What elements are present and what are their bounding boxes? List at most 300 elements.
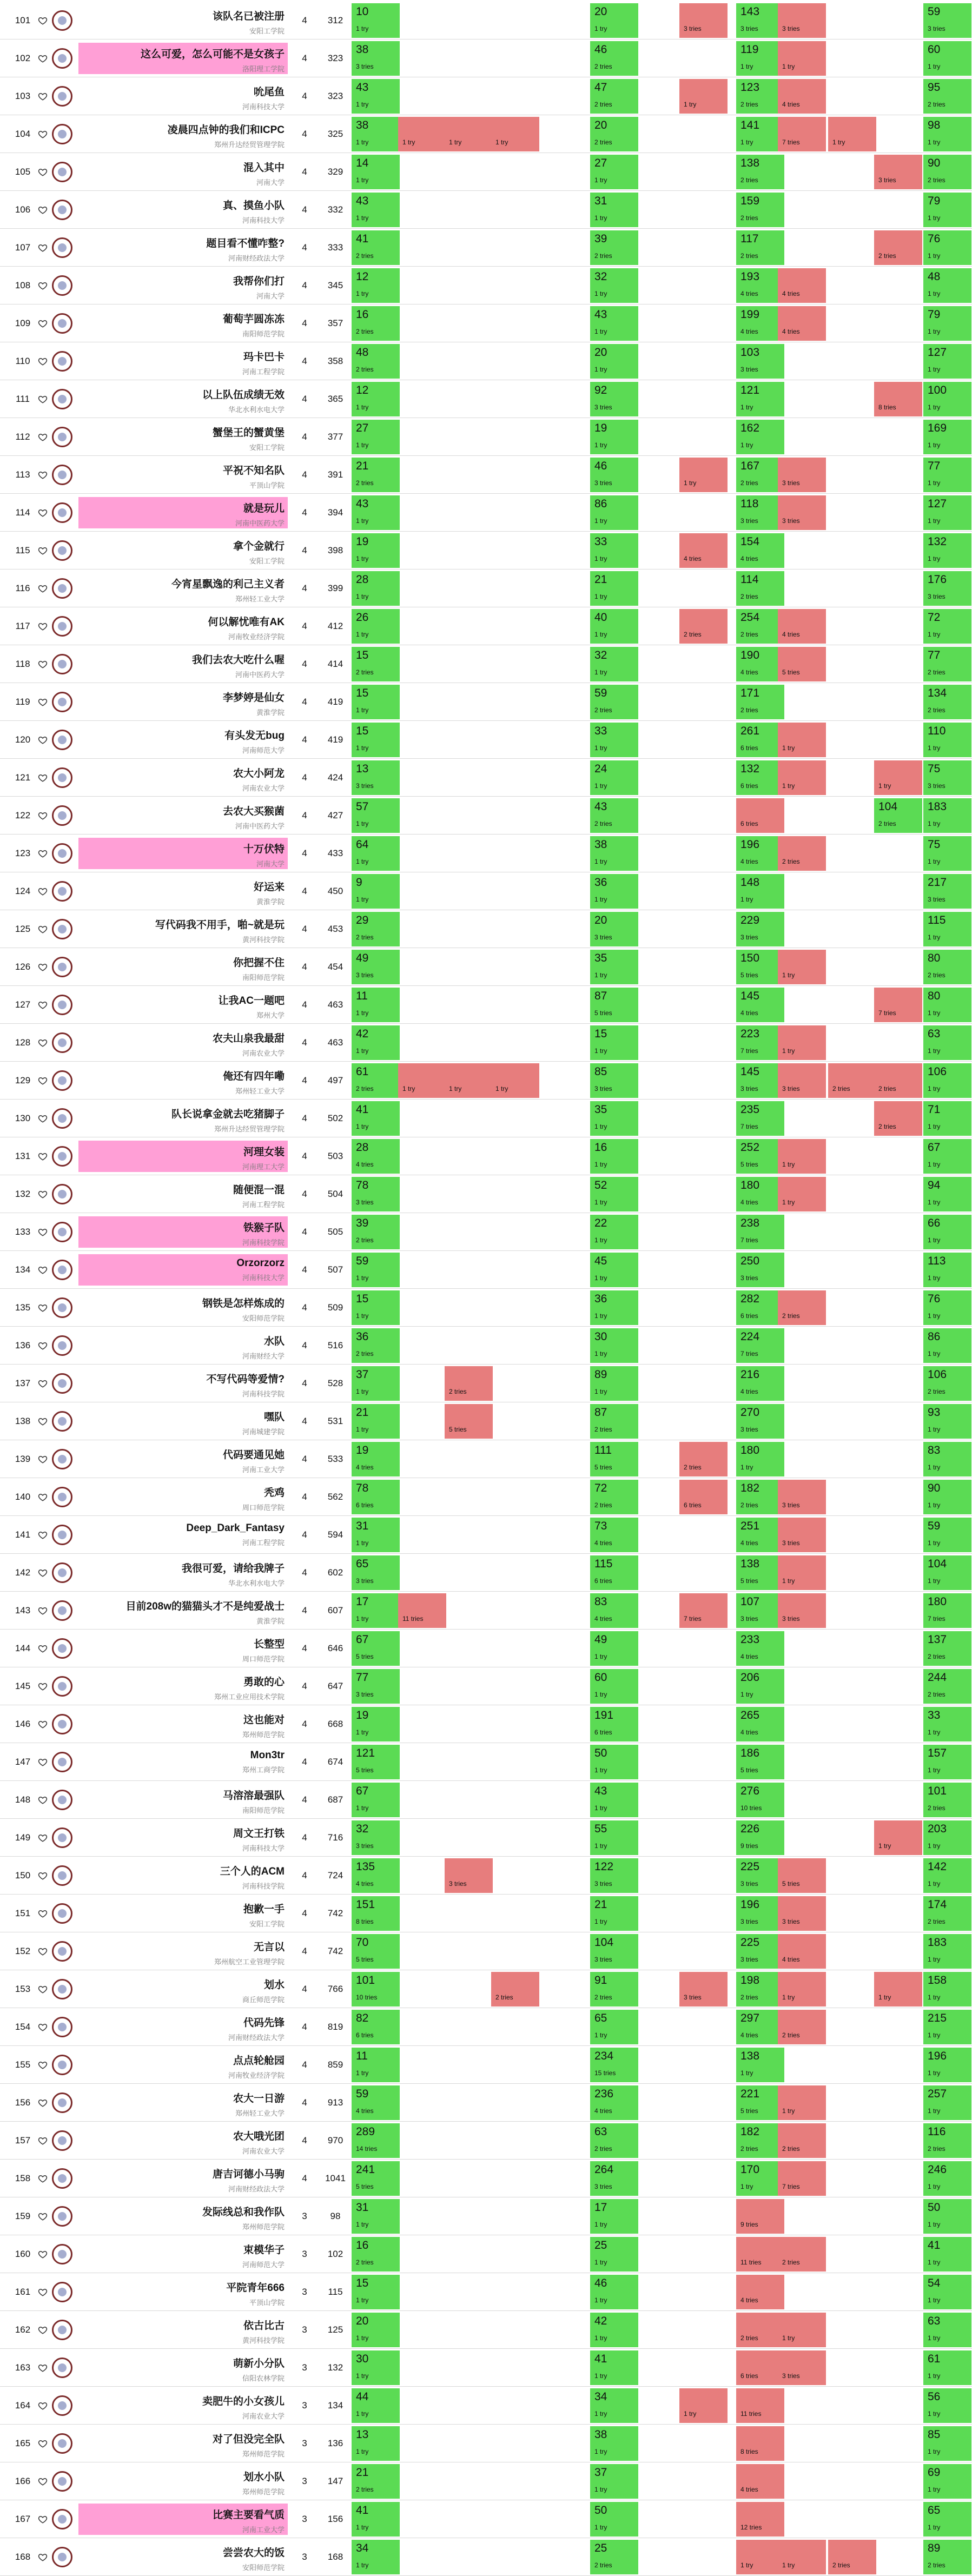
problem-rejected-cell[interactable] xyxy=(778,1480,826,1514)
problem-accepted-cell[interactable] xyxy=(590,2048,638,2082)
problem-accepted-cell[interactable] xyxy=(352,2123,400,2158)
problem-accepted-cell[interactable] xyxy=(923,1177,971,1211)
problem-accepted-cell[interactable] xyxy=(923,2464,971,2499)
favorite-heart-icon[interactable] xyxy=(38,432,48,442)
problem-accepted-cell[interactable] xyxy=(352,1404,400,1439)
favorite-heart-icon[interactable] xyxy=(38,1038,48,1048)
problem-accepted-cell[interactable] xyxy=(352,988,400,1022)
problem-accepted-cell[interactable] xyxy=(352,685,400,719)
problem-accepted-cell[interactable] xyxy=(736,79,784,114)
problem-rejected-cell[interactable] xyxy=(778,2085,826,2120)
favorite-heart-icon[interactable] xyxy=(38,1946,48,1956)
favorite-heart-icon[interactable] xyxy=(38,1416,48,1426)
problem-accepted-cell[interactable] xyxy=(352,1442,400,1476)
problem-rejected-cell[interactable] xyxy=(828,1063,876,1098)
problem-accepted-cell[interactable] xyxy=(736,2161,784,2196)
problem-accepted-cell[interactable] xyxy=(736,1101,784,1136)
problem-accepted-cell[interactable] xyxy=(736,1366,784,1401)
problem-accepted-cell[interactable] xyxy=(590,344,638,379)
favorite-heart-icon[interactable] xyxy=(38,1719,48,1729)
problem-accepted-cell[interactable] xyxy=(352,193,400,227)
problem-accepted-cell[interactable] xyxy=(352,798,400,833)
problem-accepted-cell[interactable] xyxy=(352,1631,400,1666)
problem-rejected-cell[interactable] xyxy=(778,1177,826,1211)
problem-accepted-cell[interactable] xyxy=(923,1745,971,1779)
problem-accepted-cell[interactable] xyxy=(590,2123,638,2158)
problem-accepted-cell[interactable] xyxy=(352,950,400,984)
problem-accepted-cell[interactable] xyxy=(352,2350,400,2385)
problem-accepted-cell[interactable] xyxy=(736,495,784,530)
problem-rejected-cell[interactable] xyxy=(778,647,826,681)
problem-rejected-cell[interactable] xyxy=(778,3,826,38)
problem-accepted-cell[interactable] xyxy=(352,344,400,379)
problem-accepted-cell[interactable] xyxy=(352,2313,400,2347)
problem-accepted-cell[interactable] xyxy=(352,1555,400,1590)
problem-rejected-cell[interactable] xyxy=(491,117,539,151)
favorite-heart-icon[interactable] xyxy=(38,2211,48,2221)
problem-accepted-cell[interactable] xyxy=(590,571,638,606)
problem-rejected-cell[interactable] xyxy=(874,155,922,189)
problem-accepted-cell[interactable] xyxy=(736,836,784,871)
problem-rejected-cell[interactable] xyxy=(679,2388,728,2423)
problem-accepted-cell[interactable] xyxy=(590,2502,638,2537)
problem-accepted-cell[interactable] xyxy=(590,2464,638,2499)
problem-rejected-cell[interactable] xyxy=(398,1593,446,1628)
favorite-heart-icon[interactable] xyxy=(38,1076,48,1085)
problem-accepted-cell[interactable] xyxy=(874,798,922,833)
favorite-heart-icon[interactable] xyxy=(38,2401,48,2411)
problem-accepted-cell[interactable] xyxy=(736,1063,784,1098)
problem-accepted-cell[interactable] xyxy=(352,458,400,492)
problem-accepted-cell[interactable] xyxy=(352,2237,400,2272)
problem-accepted-cell[interactable] xyxy=(923,988,971,1022)
problem-accepted-cell[interactable] xyxy=(590,268,638,303)
problem-accepted-cell[interactable] xyxy=(736,306,784,341)
problem-accepted-cell[interactable] xyxy=(590,1934,638,1969)
problem-rejected-cell[interactable] xyxy=(778,2161,826,2196)
problem-accepted-cell[interactable] xyxy=(352,912,400,946)
problem-accepted-cell[interactable] xyxy=(736,1328,784,1363)
problem-accepted-cell[interactable] xyxy=(590,1404,638,1439)
problem-accepted-cell[interactable] xyxy=(590,609,638,644)
favorite-heart-icon[interactable] xyxy=(38,2476,48,2486)
problem-accepted-cell[interactable] xyxy=(923,1063,971,1098)
problem-rejected-cell[interactable] xyxy=(445,117,493,151)
problem-accepted-cell[interactable] xyxy=(736,1593,784,1628)
problem-accepted-cell[interactable] xyxy=(590,155,638,189)
favorite-heart-icon[interactable] xyxy=(38,584,48,593)
problem-rejected-cell[interactable] xyxy=(778,836,826,871)
problem-accepted-cell[interactable] xyxy=(352,79,400,114)
problem-accepted-cell[interactable] xyxy=(590,193,638,227)
problem-accepted-cell[interactable] xyxy=(923,2388,971,2423)
problem-rejected-cell[interactable] xyxy=(874,230,922,265)
problem-rejected-cell[interactable] xyxy=(778,41,826,76)
problem-accepted-cell[interactable] xyxy=(923,2085,971,2120)
problem-rejected-cell[interactable] xyxy=(778,1139,826,1174)
favorite-heart-icon[interactable] xyxy=(38,1681,48,1691)
problem-accepted-cell[interactable] xyxy=(590,798,638,833)
favorite-heart-icon[interactable] xyxy=(38,470,48,480)
favorite-heart-icon[interactable] xyxy=(38,1227,48,1237)
problem-rejected-cell[interactable] xyxy=(778,117,826,151)
problem-accepted-cell[interactable] xyxy=(923,2426,971,2461)
favorite-heart-icon[interactable] xyxy=(38,1644,48,1653)
problem-accepted-cell[interactable] xyxy=(923,344,971,379)
problem-rejected-cell[interactable] xyxy=(778,1025,826,1060)
problem-accepted-cell[interactable] xyxy=(736,155,784,189)
problem-accepted-cell[interactable] xyxy=(923,1934,971,1969)
problem-accepted-cell[interactable] xyxy=(923,2048,971,2082)
problem-accepted-cell[interactable] xyxy=(923,1480,971,1514)
problem-rejected-cell[interactable] xyxy=(874,760,922,795)
problem-accepted-cell[interactable] xyxy=(736,988,784,1022)
problem-accepted-cell[interactable] xyxy=(590,2237,638,2272)
favorite-heart-icon[interactable] xyxy=(38,281,48,290)
problem-accepted-cell[interactable] xyxy=(352,2388,400,2423)
problem-accepted-cell[interactable] xyxy=(923,1896,971,1931)
favorite-heart-icon[interactable] xyxy=(38,735,48,745)
problem-rejected-cell[interactable] xyxy=(778,1934,826,1969)
problem-accepted-cell[interactable] xyxy=(352,1745,400,1779)
problem-accepted-cell[interactable] xyxy=(590,1858,638,1893)
problem-rejected-cell[interactable] xyxy=(778,2540,826,2574)
problem-accepted-cell[interactable] xyxy=(923,571,971,606)
problem-rejected-cell[interactable] xyxy=(679,458,728,492)
problem-accepted-cell[interactable] xyxy=(736,2085,784,2120)
problem-rejected-cell[interactable] xyxy=(778,950,826,984)
problem-accepted-cell[interactable] xyxy=(590,836,638,871)
favorite-heart-icon[interactable] xyxy=(38,2363,48,2373)
problem-accepted-cell[interactable] xyxy=(736,685,784,719)
problem-accepted-cell[interactable] xyxy=(736,1139,784,1174)
problem-accepted-cell[interactable] xyxy=(923,41,971,76)
problem-accepted-cell[interactable] xyxy=(736,1896,784,1931)
problem-accepted-cell[interactable] xyxy=(590,1631,638,1666)
problem-accepted-cell[interactable] xyxy=(923,1518,971,1552)
problem-accepted-cell[interactable] xyxy=(923,306,971,341)
favorite-heart-icon[interactable] xyxy=(38,356,48,366)
problem-accepted-cell[interactable] xyxy=(736,609,784,644)
problem-accepted-cell[interactable] xyxy=(352,1783,400,1817)
problem-accepted-cell[interactable] xyxy=(923,2540,971,2574)
problem-accepted-cell[interactable] xyxy=(923,2502,971,2537)
problem-accepted-cell[interactable] xyxy=(352,533,400,568)
favorite-heart-icon[interactable] xyxy=(38,1757,48,1767)
favorite-heart-icon[interactable] xyxy=(38,1341,48,1350)
favorite-heart-icon[interactable] xyxy=(38,773,48,783)
problem-rejected-cell[interactable] xyxy=(398,117,446,151)
favorite-heart-icon[interactable] xyxy=(38,91,48,101)
problem-accepted-cell[interactable] xyxy=(352,874,400,909)
problem-accepted-cell[interactable] xyxy=(736,268,784,303)
problem-accepted-cell[interactable] xyxy=(590,1290,638,1325)
problem-accepted-cell[interactable] xyxy=(736,3,784,38)
problem-rejected-cell[interactable] xyxy=(679,79,728,114)
problem-accepted-cell[interactable] xyxy=(736,117,784,151)
problem-accepted-cell[interactable] xyxy=(352,117,400,151)
problem-accepted-cell[interactable] xyxy=(923,1215,971,1249)
problem-accepted-cell[interactable] xyxy=(352,155,400,189)
problem-accepted-cell[interactable] xyxy=(736,760,784,795)
favorite-heart-icon[interactable] xyxy=(38,697,48,707)
problem-accepted-cell[interactable] xyxy=(352,1858,400,1893)
problem-accepted-cell[interactable] xyxy=(352,1480,400,1514)
problem-accepted-cell[interactable] xyxy=(590,1480,638,1514)
problem-accepted-cell[interactable] xyxy=(923,155,971,189)
problem-accepted-cell[interactable] xyxy=(590,2540,638,2574)
problem-accepted-cell[interactable] xyxy=(352,1593,400,1628)
problem-accepted-cell[interactable] xyxy=(736,1555,784,1590)
problem-accepted-cell[interactable] xyxy=(923,1328,971,1363)
favorite-heart-icon[interactable] xyxy=(38,1114,48,1123)
problem-rejected-cell[interactable] xyxy=(398,1063,446,1098)
problem-accepted-cell[interactable] xyxy=(923,2313,971,2347)
problem-accepted-cell[interactable] xyxy=(352,3,400,38)
problem-rejected-cell[interactable] xyxy=(736,798,784,833)
problem-accepted-cell[interactable] xyxy=(352,1366,400,1401)
problem-rejected-cell[interactable] xyxy=(679,1972,728,2007)
problem-accepted-cell[interactable] xyxy=(352,1328,400,1363)
problem-accepted-cell[interactable] xyxy=(590,2275,638,2309)
favorite-heart-icon[interactable] xyxy=(38,811,48,820)
problem-rejected-cell[interactable] xyxy=(778,2123,826,2158)
problem-rejected-cell[interactable] xyxy=(445,1063,493,1098)
problem-accepted-cell[interactable] xyxy=(736,2048,784,2082)
problem-accepted-cell[interactable] xyxy=(352,382,400,416)
problem-rejected-cell[interactable] xyxy=(778,1290,826,1325)
problem-accepted-cell[interactable] xyxy=(352,1101,400,1136)
problem-accepted-cell[interactable] xyxy=(923,230,971,265)
favorite-heart-icon[interactable] xyxy=(38,167,48,177)
problem-rejected-cell[interactable] xyxy=(874,382,922,416)
problem-accepted-cell[interactable] xyxy=(352,2275,400,2309)
problem-rejected-cell[interactable] xyxy=(874,1101,922,1136)
problem-accepted-cell[interactable] xyxy=(352,1972,400,2007)
favorite-heart-icon[interactable] xyxy=(38,659,48,669)
problem-accepted-cell[interactable] xyxy=(736,344,784,379)
problem-rejected-cell[interactable] xyxy=(874,1972,922,2007)
problem-accepted-cell[interactable] xyxy=(736,1858,784,1893)
problem-accepted-cell[interactable] xyxy=(923,2199,971,2234)
problem-accepted-cell[interactable] xyxy=(590,2350,638,2385)
problem-accepted-cell[interactable] xyxy=(352,306,400,341)
problem-accepted-cell[interactable] xyxy=(736,193,784,227)
problem-accepted-cell[interactable] xyxy=(590,1025,638,1060)
problem-accepted-cell[interactable] xyxy=(736,1707,784,1741)
problem-accepted-cell[interactable] xyxy=(736,1177,784,1211)
problem-rejected-cell[interactable] xyxy=(736,2540,784,2574)
problem-accepted-cell[interactable] xyxy=(590,874,638,909)
problem-rejected-cell[interactable] xyxy=(736,2237,784,2272)
favorite-heart-icon[interactable] xyxy=(38,1871,48,1880)
problem-accepted-cell[interactable] xyxy=(590,1366,638,1401)
problem-rejected-cell[interactable] xyxy=(736,2199,784,2234)
problem-rejected-cell[interactable] xyxy=(491,1972,539,2007)
problem-rejected-cell[interactable] xyxy=(778,2350,826,2385)
problem-accepted-cell[interactable] xyxy=(590,117,638,151)
problem-accepted-cell[interactable] xyxy=(736,1290,784,1325)
problem-accepted-cell[interactable] xyxy=(352,41,400,76)
problem-rejected-cell[interactable] xyxy=(736,2426,784,2461)
problem-rejected-cell[interactable] xyxy=(679,533,728,568)
problem-accepted-cell[interactable] xyxy=(590,1896,638,1931)
problem-accepted-cell[interactable] xyxy=(352,495,400,530)
problem-accepted-cell[interactable] xyxy=(923,458,971,492)
problem-accepted-cell[interactable] xyxy=(352,2161,400,2196)
problem-accepted-cell[interactable] xyxy=(590,988,638,1022)
problem-accepted-cell[interactable] xyxy=(590,1820,638,1855)
problem-accepted-cell[interactable] xyxy=(923,1101,971,1136)
problem-rejected-cell[interactable] xyxy=(679,3,728,38)
problem-accepted-cell[interactable] xyxy=(923,912,971,946)
problem-accepted-cell[interactable] xyxy=(590,1063,638,1098)
problem-accepted-cell[interactable] xyxy=(736,1972,784,2007)
problem-accepted-cell[interactable] xyxy=(736,382,784,416)
problem-accepted-cell[interactable] xyxy=(590,1783,638,1817)
problem-rejected-cell[interactable] xyxy=(778,495,826,530)
problem-accepted-cell[interactable] xyxy=(590,1555,638,1590)
problem-rejected-cell[interactable] xyxy=(778,760,826,795)
problem-accepted-cell[interactable] xyxy=(923,723,971,757)
favorite-heart-icon[interactable] xyxy=(38,1833,48,1843)
favorite-heart-icon[interactable] xyxy=(38,319,48,328)
problem-rejected-cell[interactable] xyxy=(778,1896,826,1931)
problem-accepted-cell[interactable] xyxy=(352,1896,400,1931)
problem-accepted-cell[interactable] xyxy=(590,1669,638,1704)
problem-accepted-cell[interactable] xyxy=(736,1253,784,1287)
problem-accepted-cell[interactable] xyxy=(590,2388,638,2423)
problem-accepted-cell[interactable] xyxy=(923,2123,971,2158)
problem-rejected-cell[interactable] xyxy=(778,306,826,341)
favorite-heart-icon[interactable] xyxy=(38,1606,48,1615)
problem-rejected-cell[interactable] xyxy=(778,2237,826,2272)
problem-accepted-cell[interactable] xyxy=(352,1820,400,1855)
problem-accepted-cell[interactable] xyxy=(736,1745,784,1779)
problem-accepted-cell[interactable] xyxy=(923,2350,971,2385)
problem-accepted-cell[interactable] xyxy=(352,836,400,871)
problem-accepted-cell[interactable] xyxy=(923,1593,971,1628)
problem-accepted-cell[interactable] xyxy=(590,2199,638,2234)
problem-accepted-cell[interactable] xyxy=(352,268,400,303)
problem-accepted-cell[interactable] xyxy=(590,2161,638,2196)
problem-accepted-cell[interactable] xyxy=(736,1820,784,1855)
problem-rejected-cell[interactable] xyxy=(679,609,728,644)
problem-accepted-cell[interactable] xyxy=(352,2085,400,2120)
problem-accepted-cell[interactable] xyxy=(590,2085,638,2120)
problem-rejected-cell[interactable] xyxy=(778,1555,826,1590)
problem-accepted-cell[interactable] xyxy=(923,1555,971,1590)
problem-accepted-cell[interactable] xyxy=(590,230,638,265)
problem-accepted-cell[interactable] xyxy=(923,950,971,984)
problem-rejected-cell[interactable] xyxy=(679,1442,728,1476)
favorite-heart-icon[interactable] xyxy=(38,2552,48,2562)
favorite-heart-icon[interactable] xyxy=(38,1379,48,1388)
problem-accepted-cell[interactable] xyxy=(736,647,784,681)
problem-accepted-cell[interactable] xyxy=(590,1215,638,1249)
favorite-heart-icon[interactable] xyxy=(38,1530,48,1540)
problem-accepted-cell[interactable] xyxy=(590,3,638,38)
problem-accepted-cell[interactable] xyxy=(736,912,784,946)
problem-accepted-cell[interactable] xyxy=(923,609,971,644)
problem-rejected-cell[interactable] xyxy=(778,1858,826,1893)
problem-accepted-cell[interactable] xyxy=(352,2464,400,2499)
problem-accepted-cell[interactable] xyxy=(923,798,971,833)
problem-accepted-cell[interactable] xyxy=(590,495,638,530)
problem-accepted-cell[interactable] xyxy=(923,1290,971,1325)
favorite-heart-icon[interactable] xyxy=(38,1909,48,1918)
problem-accepted-cell[interactable] xyxy=(352,2199,400,2234)
problem-accepted-cell[interactable] xyxy=(923,268,971,303)
problem-accepted-cell[interactable] xyxy=(736,230,784,265)
favorite-heart-icon[interactable] xyxy=(38,1568,48,1578)
problem-accepted-cell[interactable] xyxy=(590,533,638,568)
problem-accepted-cell[interactable] xyxy=(923,1707,971,1741)
favorite-heart-icon[interactable] xyxy=(38,1454,48,1464)
problem-accepted-cell[interactable] xyxy=(736,1669,784,1704)
favorite-heart-icon[interactable] xyxy=(38,546,48,555)
problem-rejected-cell[interactable] xyxy=(445,1404,493,1439)
problem-accepted-cell[interactable] xyxy=(590,1442,638,1476)
problem-accepted-cell[interactable] xyxy=(736,533,784,568)
problem-accepted-cell[interactable] xyxy=(590,760,638,795)
problem-accepted-cell[interactable] xyxy=(590,458,638,492)
problem-accepted-cell[interactable] xyxy=(352,230,400,265)
problem-accepted-cell[interactable] xyxy=(590,1745,638,1779)
favorite-heart-icon[interactable] xyxy=(38,243,48,253)
problem-rejected-cell[interactable] xyxy=(736,2464,784,2499)
problem-accepted-cell[interactable] xyxy=(736,1518,784,1552)
problem-accepted-cell[interactable] xyxy=(923,533,971,568)
problem-accepted-cell[interactable] xyxy=(736,1631,784,1666)
problem-rejected-cell[interactable] xyxy=(736,2275,784,2309)
favorite-heart-icon[interactable] xyxy=(38,394,48,404)
favorite-heart-icon[interactable] xyxy=(38,1189,48,1199)
problem-accepted-cell[interactable] xyxy=(923,1025,971,1060)
favorite-heart-icon[interactable] xyxy=(38,1303,48,1313)
problem-accepted-cell[interactable] xyxy=(590,420,638,454)
problem-accepted-cell[interactable] xyxy=(923,382,971,416)
problem-rejected-cell[interactable] xyxy=(778,268,826,303)
problem-accepted-cell[interactable] xyxy=(352,1518,400,1552)
problem-accepted-cell[interactable] xyxy=(923,420,971,454)
problem-accepted-cell[interactable] xyxy=(352,1215,400,1249)
favorite-heart-icon[interactable] xyxy=(38,2022,48,2032)
problem-rejected-cell[interactable] xyxy=(778,458,826,492)
problem-accepted-cell[interactable] xyxy=(590,1972,638,2007)
problem-accepted-cell[interactable] xyxy=(736,1783,784,1817)
problem-accepted-cell[interactable] xyxy=(923,1253,971,1287)
problem-accepted-cell[interactable] xyxy=(590,1593,638,1628)
favorite-heart-icon[interactable] xyxy=(38,1984,48,1994)
favorite-heart-icon[interactable] xyxy=(38,2439,48,2448)
problem-accepted-cell[interactable] xyxy=(352,1934,400,1969)
problem-accepted-cell[interactable] xyxy=(352,1025,400,1060)
problem-accepted-cell[interactable] xyxy=(923,2237,971,2272)
problem-accepted-cell[interactable] xyxy=(590,1101,638,1136)
problem-accepted-cell[interactable] xyxy=(736,1215,784,1249)
problem-rejected-cell[interactable] xyxy=(445,1366,493,1401)
problem-accepted-cell[interactable] xyxy=(923,1783,971,1817)
problem-rejected-cell[interactable] xyxy=(778,1518,826,1552)
favorite-heart-icon[interactable] xyxy=(38,205,48,215)
favorite-heart-icon[interactable] xyxy=(38,1795,48,1805)
problem-accepted-cell[interactable] xyxy=(352,2502,400,2537)
problem-rejected-cell[interactable] xyxy=(778,723,826,757)
problem-accepted-cell[interactable] xyxy=(923,1669,971,1704)
problem-accepted-cell[interactable] xyxy=(352,571,400,606)
problem-accepted-cell[interactable] xyxy=(590,1253,638,1287)
